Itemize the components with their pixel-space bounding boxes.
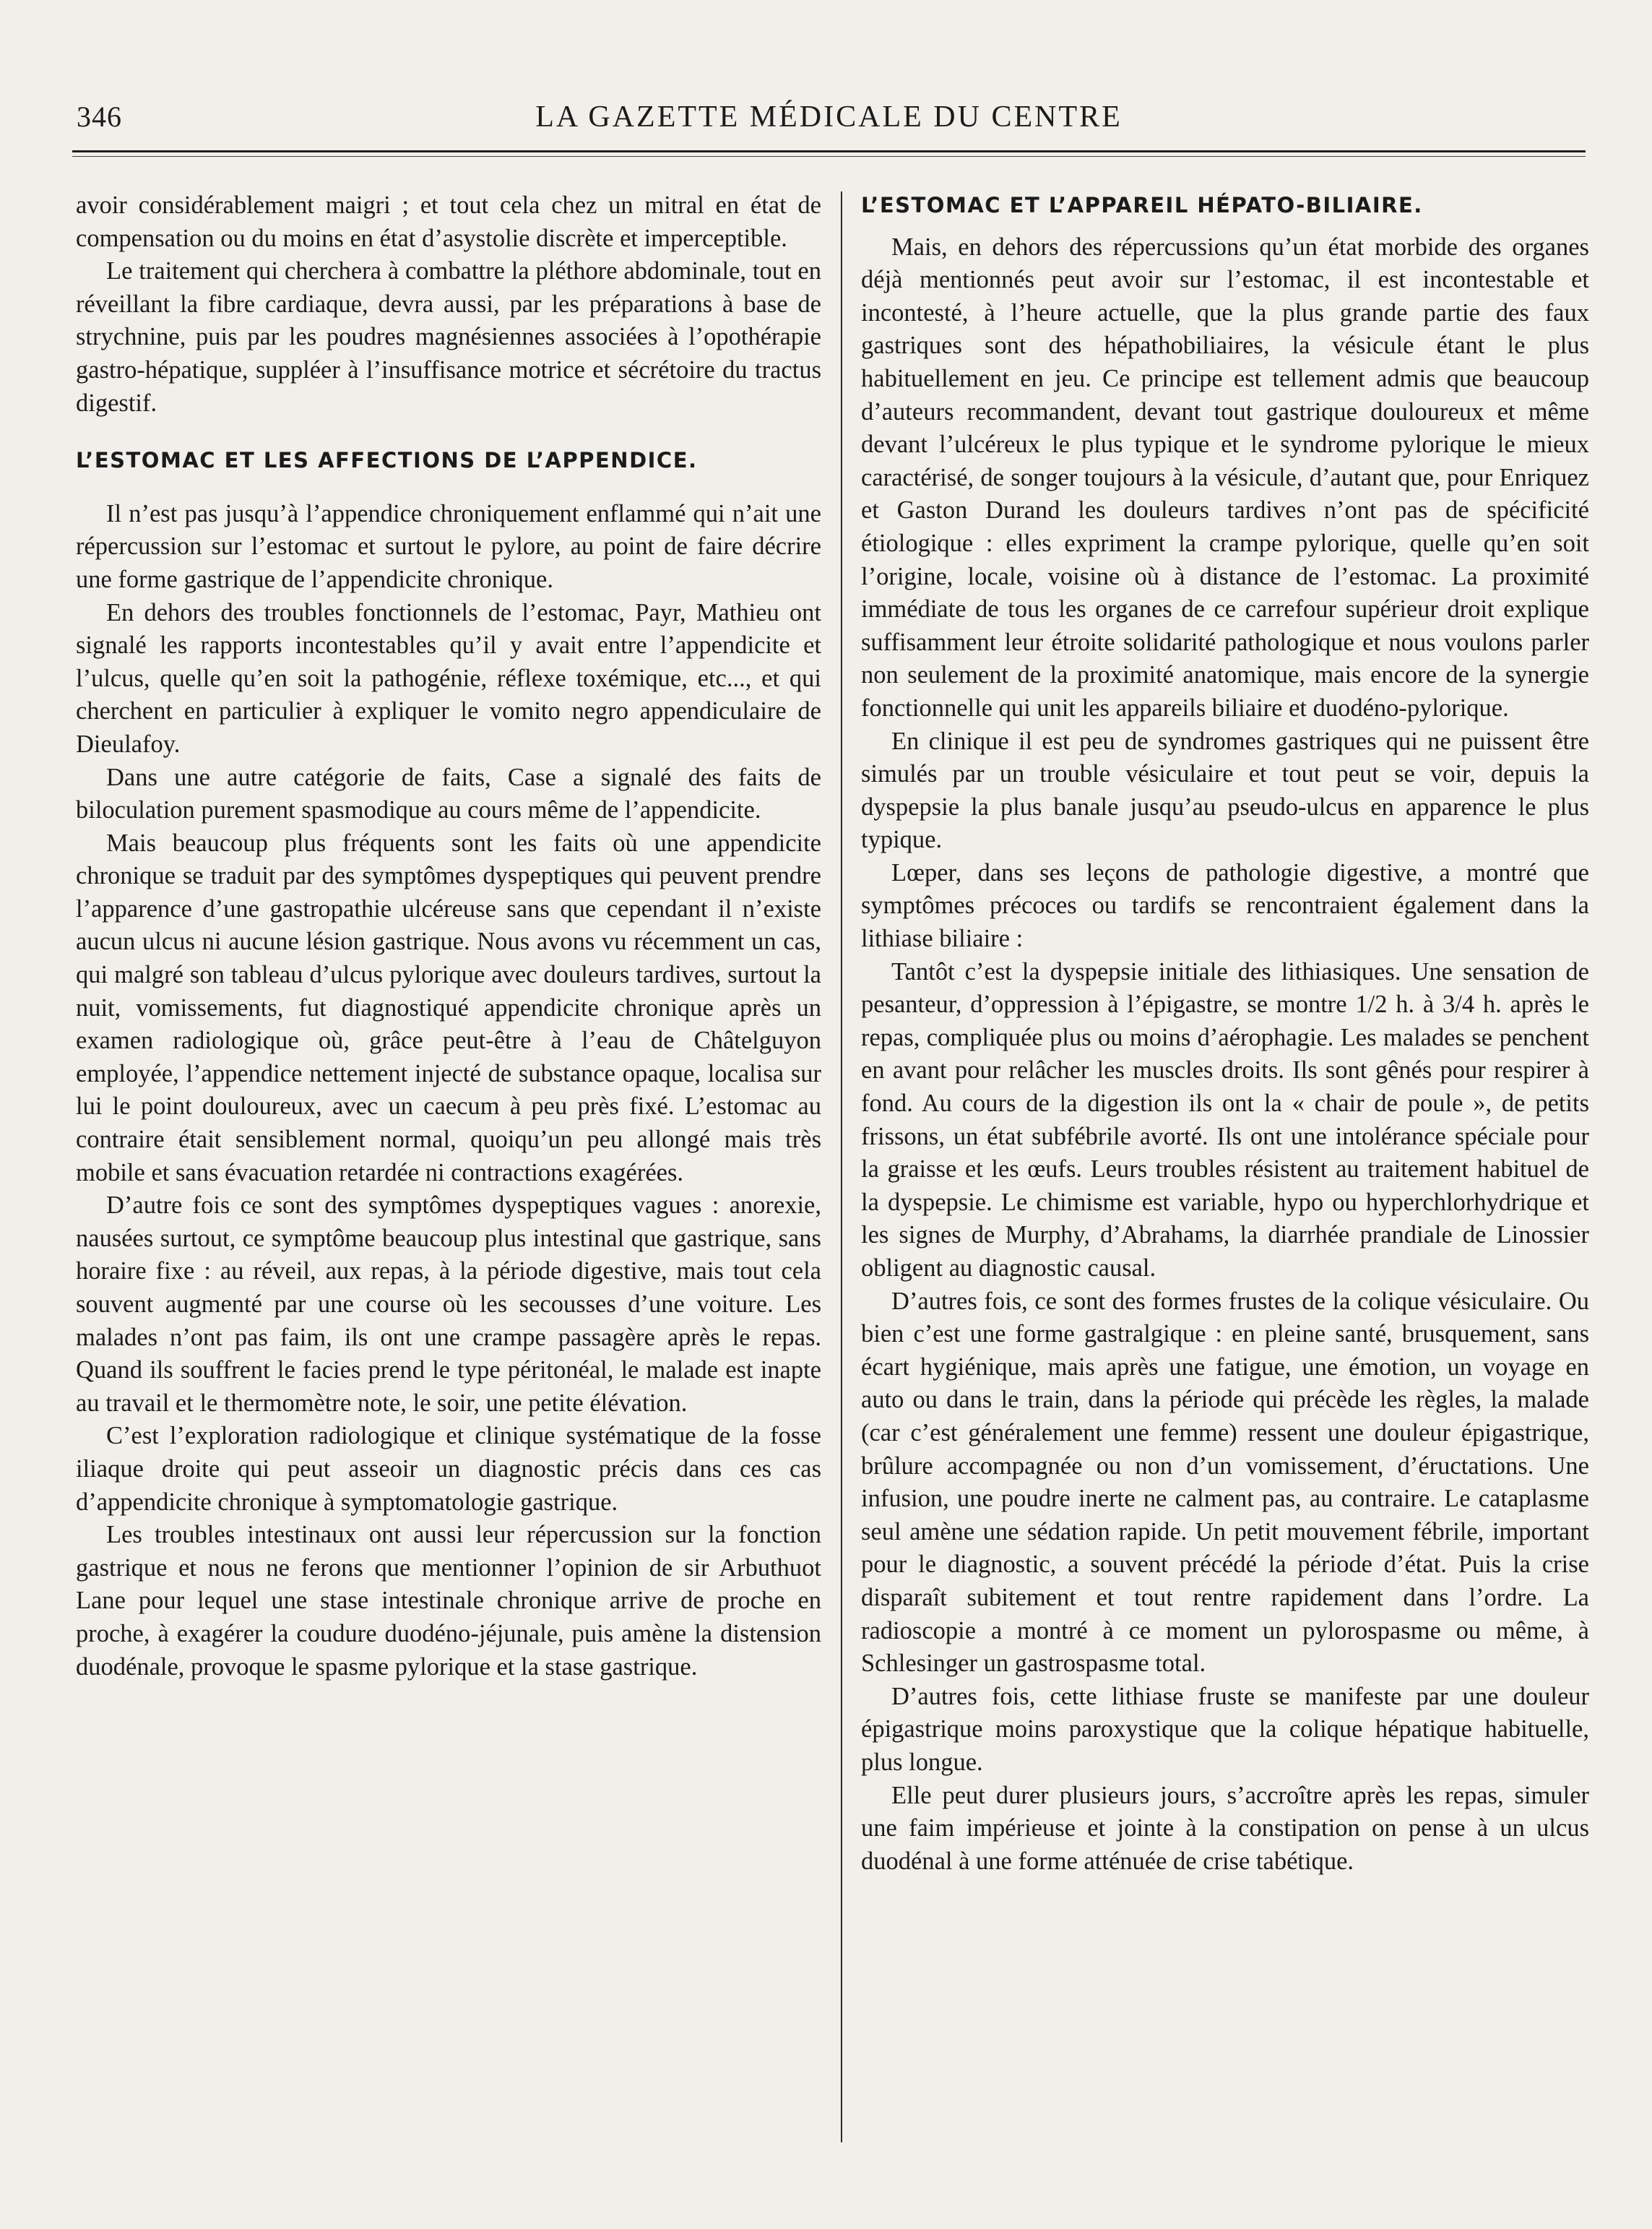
paragraph: D’autre fois ce sont des symptômes dyspeptiques vagues : anorexie, nausées surtout, ce symptôme beaucoup plus intestinal que gastrique, sans horaire fixe : au réveil, aux repas, à la période digestive, mais tout cela souvent augmenté par une course où les secousses d’une voiture. Les malades n’ont pas faim, ils ont une crampe passagère après le repas. Quand ils souffrent le facies prend le type péritonéal, le malade est inapte au travail et le thermomètre note, le soir, une petite élévation. [76, 1191, 821, 1417]
page-header [72, 92, 1586, 139]
left-column [76, 189, 821, 1683]
right-column [861, 189, 1589, 1878]
section-heading: L’ESTOMAC ET LES AFFECTIONS DE L’APPENDICE. [76, 448, 698, 473]
paragraph: Il n’est pas jusqu’à l’appendice chroniquement enflammé qui n’ait une répercussion sur l’estomac et surtout le pylore, au point de faire décrire une forme gastrique de l’appendicite chronique. [76, 499, 821, 593]
page-number: 346 [77, 100, 122, 133]
paragraph: Lœper, dans ses leçons de pathologie digestive, a montré que symptômes précoces ou tardifs se rencontraient également dans la lithiase biliaire : [861, 858, 1589, 953]
paragraph: Elle peut durer plusieurs jours, s’accroître après les repas, simuler une faim impérieuse et jointe à la constipation on pense à un ulcus duodénal à une forme atténuée de crise tabétique. [861, 1781, 1589, 1875]
paragraph: C’est l’exploration radiologique et clinique systématique de la fosse iliaque droite qui peut asseoir un diagnostic précis dans ces cas d’appendicite chronique à symptomatologie gastrique. [76, 1422, 821, 1516]
paragraph: Mais beaucoup plus fréquents sont les faits où une appendicite chronique se traduit par des symptômes dyspeptiques qui peuvent prendre l’apparence d’une gastropathie ulcéreuse sans que cependant il n’existe aucun ulcus ni aucune lésion gastrique. Nous avons vu récemment un cas, qui malgré son tableau d’ulcus pylorique avec douleurs tardives, surtout la nuit, vomissements, fut diagnostiqué appendicite chronique après un examen radiologique où, grâce peut-être à l’eau de Châtelguyon employée, l’appendice nettement injecté de substance opaque, localisa sur lui le point douloureux, avec un caecum à peu près fixé. L’estomac au contraire était sensiblement normal, quoiqu’un peu allongé mais très mobile et sans évacuation retardée ni contractions exagérées. [76, 829, 821, 1186]
header-rule-thin [72, 156, 1586, 157]
column-divider [841, 191, 842, 2142]
section-heading: L’ESTOMAC ET L’APPAREIL HÉPATO-BILIAIRE. [861, 193, 1423, 217]
paragraph: Le traitement qui cherchera à combattre la pléthore abdominale, tout en réveillant la fibre cardiaque, devra aussi, par les préparations à base de strychnine, puis par les poudres magnésiennes associées à l’opothérapie gastro-hépatique, suppléer à l’insuffisance motrice et sécrétoire du tractus digestif. [76, 257, 821, 417]
paragraph: Dans une autre catégorie de faits, Case a signalé des faits de biloculation purement spasmodique au cours même de l’appendicite. [76, 763, 821, 824]
paragraph: Les troubles intestinaux ont aussi leur répercussion sur la fonction gastrique et nous ne ferons que mentionner l’opinion de sir Arbuthuot Lane pour lequel une stase intestinale chronique arrive de proche en proche, à exagérer la coudure duodéno-jéjunale, puis amène la distension duodénale, provoque le spasme pylorique et la stase gastrique. [76, 1521, 821, 1681]
journal-title: LA GAZETTE MÉDICALE DU CENTRE [535, 100, 1123, 134]
paragraph: D’autres fois, cette lithiase fruste se manifeste par une douleur épigastrique moins paroxystique que la colique hépatique habituelle, plus longue. [861, 1682, 1589, 1776]
paragraph: En dehors des troubles fonctionnels de l’estomac, Payr, Mathieu ont signalé les rapports incontestables qu’il y avait entre l’appendicite et l’ulcus, quelle qu’en soit la pathogénie, réflexe toxémique, etc..., et qui cherchent en particulier à expliquer le vomito negro appendiculaire de Dieulafoy. [76, 598, 821, 758]
paragraph: D’autres fois, ce sont des formes frustes de la colique vésiculaire. Ou bien c’est une forme gastralgique : en pleine santé, brusquement, sans écart hygiénique, mais après une fatigue, une émotion, un voyage en auto ou dans le train, dans la période qui précède les règles, la malade (car c’est généralement une femme) ressent une douleur épigastrique, brûlure accompagnée ou non d’un vomissement, d’éructations. Une infusion, une poudre inerte ne calment pas, au contraire. Le cataplasme seul amène une sédation rapide. Un petit mouvement fébrile, important pour le diagnostic, a souvent précédé la période d’état. Puis la crise disparaît subitement et tout rentre rapidement dans l’ordre. La radioscopie a montré à ce moment un pylorospasme ou même, à Schlesinger un gastrospasme total. [861, 1287, 1589, 1678]
paragraph: En clinique il est peu de syndromes gastriques qui ne puissent être simulés par un trouble vésiculaire et tout peut se voir, depuis la dyspepsie la plus banale jusqu’au pseudo-ulcus en apparence le plus typique. [861, 727, 1589, 854]
paragraph: Tantôt c’est la dyspepsie initiale des lithiasiques. Une sensation de pesanteur, d’oppression à l’épigastre, se montre 1/2 h. à 3/4 h. après le repas, compliquée plus ou moins d’aérophagie. Les malades se penchent en avant pour relâcher les muscles droits. Ils sont gênés pour respirer à fond. Au cours de la digestion ils ont la « chair de poule », de petits frissons, un état subfébrile avorté. Ils ont une intolérance spéciale pour la graisse et les œufs. Leurs troubles résistent au traitement habituel de la dyspepsie. Le chimisme est variable, hypo ou hyperchlorhydrique et les signes de Murphy, d’Abrahams, la diarrhée prandiale de Linossier obligent au diagnostic causal. [861, 957, 1589, 1282]
paragraph: avoir considérablement maigri ; et tout cela chez un mitral en état de compensation ou du moins en état d’asystolie discrète et imperceptible. [76, 191, 821, 252]
paragraph: Mais, en dehors des répercussions qu’un état morbide des organes déjà mentionnés peut avoir sur l’estomac, il est incontestable et incontesté, à l’heure actuelle, que la plus grande partie des faux gastriques sont des hépathobiliaires, la vésicule étant le plus habituellement en jeu. Ce principe est tellement admis que beaucoup d’auteurs recommandent, devant tout gastrique douloureux et même devant l’ulcéreux le plus typique et le syndrome pylorique le mieux caractérisé, de songer toujours à la vésicule, d’autant que, pour Enriquez et Gaston Durand les douleurs tardives n’ont pas de spécificité étiologique : elles expriment la crampe pylorique, quelle qu’en soit l’origine, locale, voisine où à distance de l’estomac. La proximité immédiate de tous les organes de ce carrefour supérieur droit explique suffisamment leur étroite solidarité pathologique et nous voulons parler non seulement de la proximité anatomique, mais encore de la synergie fonctionnelle qui unit les appareils biliaire et duodéno-pylorique. [861, 233, 1589, 722]
header-rule [72, 150, 1586, 152]
